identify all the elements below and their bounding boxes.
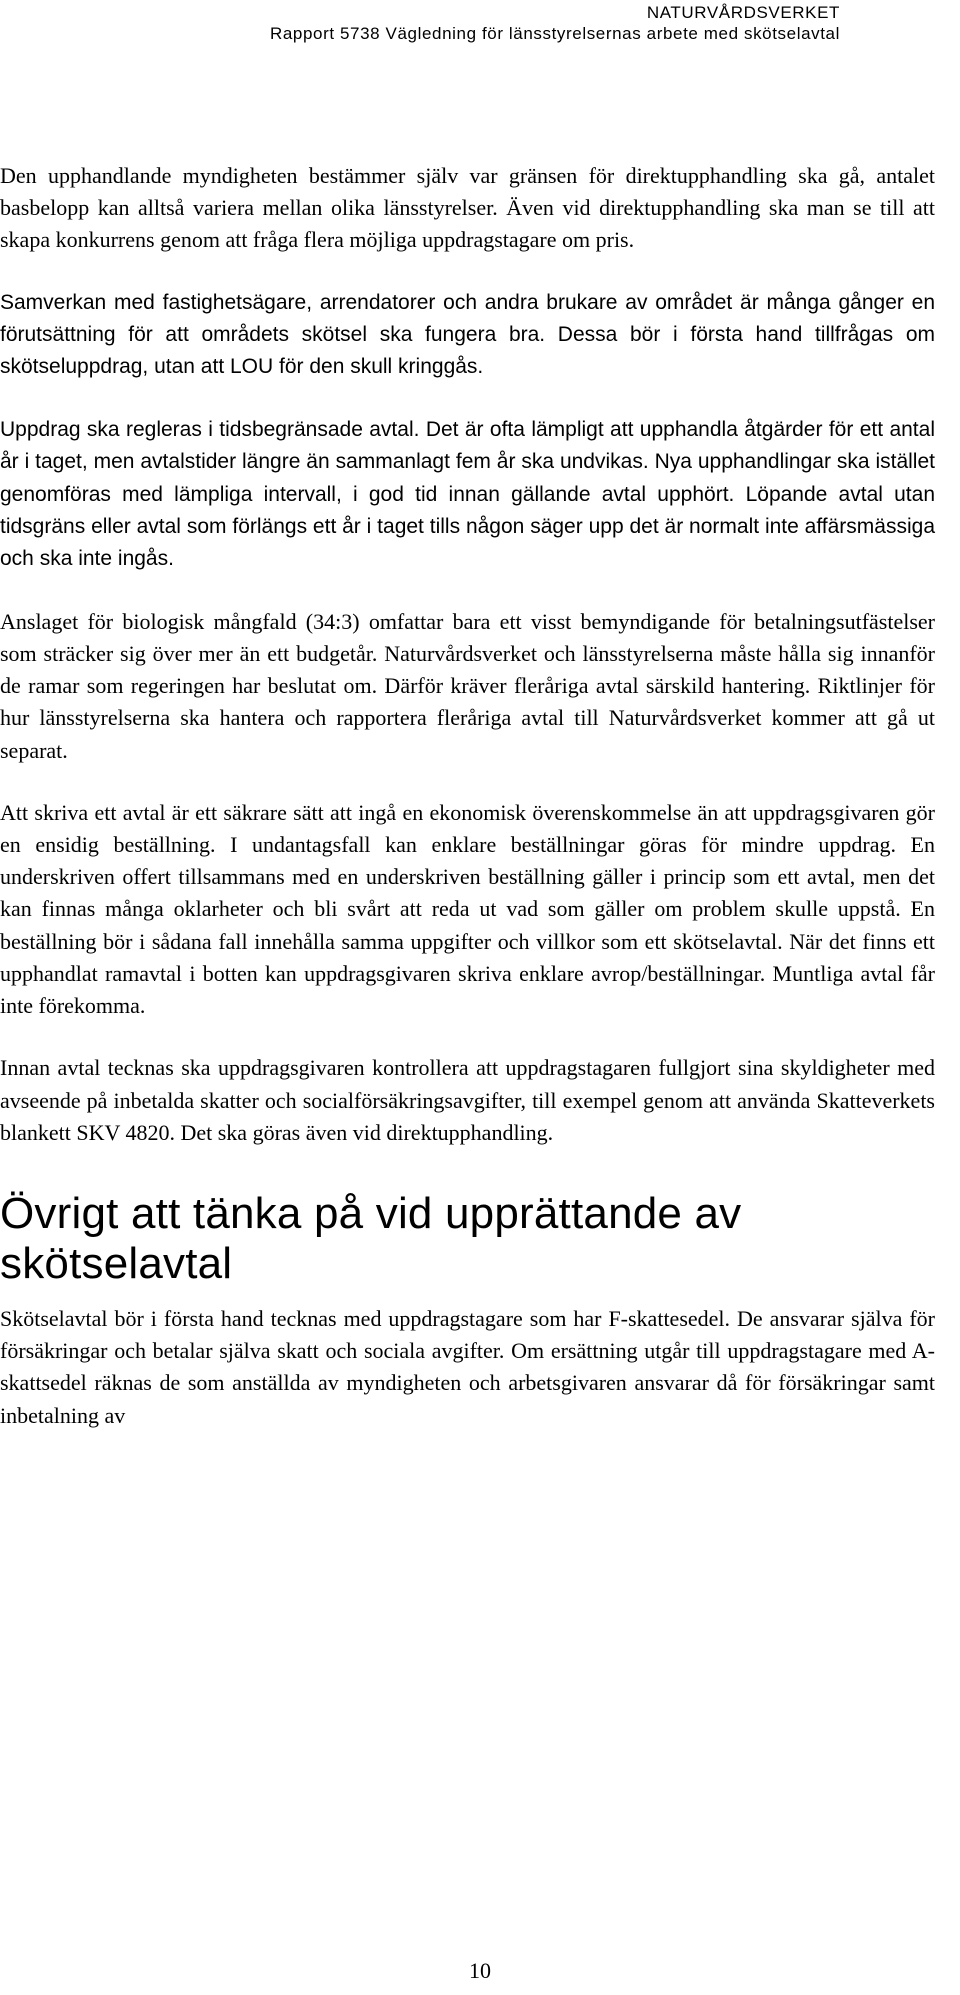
header-report-title: Rapport 5738 Vägledning för länsstyrelsernas arbete med skötselavtal xyxy=(270,24,840,43)
paragraph-innan-avtal: Innan avtal tecknas ska uppdragsgivaren kontrollera att uppdragstagaren fullgjort sina skyldigheter med avseende på inbetalda skatter och socialförsäkringsavgifter, till exempel genom att använda Skatteverkets blankett SKV 4820. Det ska göras även vid direktupphandling. xyxy=(0,1055,935,1145)
document-body xyxy=(0,160,935,1462)
page-header xyxy=(270,2,840,44)
page-number: 10 xyxy=(469,1958,491,1983)
paragraph-anslaget: Anslaget för biologisk mångfald (34:3) omfattar bara ett visst bemyndigande för betalningsutfästelser som sträcker sig över mer än ett budgetår. Naturvårdsverket och länsstyrelserna måste hålla sig innanför de ramar som regeringen har beslutat om. Därför kräver fleråriga avtal särskild hantering. Riktlinjer för hur länsstyrelserna ska hantera och rapportera fleråriga avtal till Naturvårdsverket kommer att gå ut separat. xyxy=(0,608,935,763)
paragraph-skriva-avtal: Att skriva ett avtal är ett säkrare sätt att ingå en ekonomisk överenskommelse än att uppdragsgivaren gör en ensidig beställning. I undantagsfall kan enklare beställningar göras för mindre uppdrag. En underskriven offert tillsammans med en underskriven beställning gäller i princip som ett avtal, men det kan finnas många oklarheter och bli svårt att reda ut vad som gäller om problem skulle uppstå. En beställning bör i sådana fall innehålla samma uppgifter och villkor som ett skötselavtal. När det finns ett upphandlat ramavtal i botten kan uppdragsgivaren skriva enklare avrop/beställningar. Muntliga avtal får inte förekomma. xyxy=(0,799,935,1019)
paragraph-tidsbegransade-avtal: Uppdrag ska regleras i tidsbegränsade avtal. Det är ofta lämpligt att upphandla åtgärder för ett antal år i taget, men avtalstider längre än sammanlagt fem år ska undvikas. Nya upphandlingar ska istället genomföras med lämpliga intervall, i god tid innan gällande avtal upphört. Löpande avtal utan tidsgräns eller avtal som förlängs ett år i taget tills någon säger upp det är normalt inte affärsmässiga och ska inte ingås. xyxy=(0,417,935,571)
paragraph-direktupphandling: Den upphandlande myndigheten bestämmer själv var gränsen för direktupphandling ska gå, antalet basbelopp kan alltså variera mellan olika länsstyrelser. Även vid direktupphandling ska man se till att skapa konkurrens genom att fråga flera möjliga uppdragstagare om pris. xyxy=(0,163,935,253)
paragraph-samverkan: Samverkan med fastighetsägare, arrendatorer och andra brukare av området är många gånger en förutsättning för att områdets skötsel ska fungera bra. Dessa bör i första hand tillfrågas om skötseluppdrag, utan att LOU för den skull kringgås. xyxy=(0,290,935,379)
paragraph-skotselavtal: Skötselavtal bör i första hand tecknas med uppdragstagare som har F-skattesedel. De ansvarar själva för försäkringar och betalar själva skatt och sociala avgifter. Om ersättning utgår till uppdragstagare med A-skattsedel räknas de som anställda av myndigheten och arbetsgivaren ansvarar då för försäkringar samt inbetalning av xyxy=(0,1305,935,1428)
section-heading: Övrigt att tänka på vid upprättande av skötselavtal xyxy=(0,1188,742,1288)
header-organization: NATURVÅRDSVERKET xyxy=(646,3,840,22)
